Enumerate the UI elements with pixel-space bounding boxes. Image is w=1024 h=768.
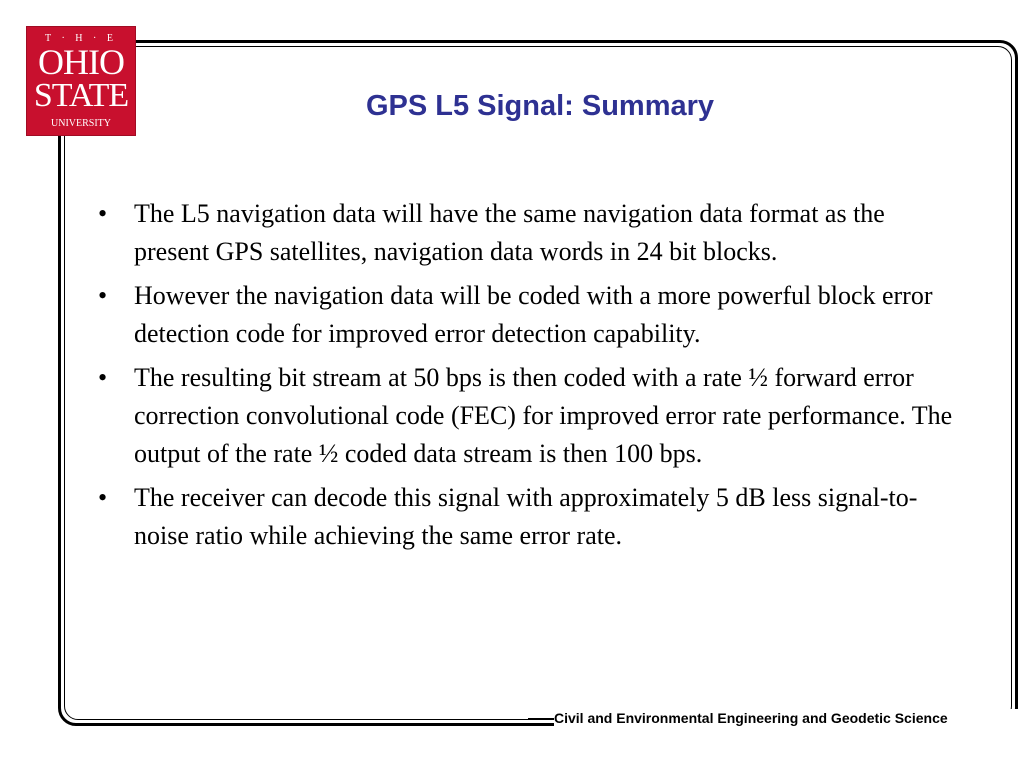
bullet-dot-icon: • xyxy=(98,483,108,512)
bullet-dot-icon: • xyxy=(98,363,108,392)
logo-university-text: UNIVERSITY xyxy=(51,118,111,129)
bullet-item xyxy=(98,359,958,473)
logo-state-text: STATE xyxy=(33,77,129,114)
bullet-item xyxy=(98,195,958,271)
bullet-text: The receiver can decode this signal with approximately 5 dB less signal-to-noise ratio while achieving the same error rate. xyxy=(134,483,918,550)
bullet-item xyxy=(98,479,958,555)
bullet-dot-icon: • xyxy=(98,281,108,310)
bullet-text: The L5 navigation data will have the same navigation data format as the present GPS satellites, navigation data words in 24 bit blocks. xyxy=(134,199,885,266)
bullet-text: However the navigation data will be coded with a more powerful block error detection code for improved error detection capability. xyxy=(134,281,933,348)
slide-title: GPS L5 Signal: Summary xyxy=(365,90,715,122)
logo-the-text: T · H · E xyxy=(45,33,117,44)
bullet-list xyxy=(98,195,958,561)
bullet-item xyxy=(98,277,958,353)
bullet-dot-icon: • xyxy=(98,199,108,228)
bullet-text: The resulting bit stream at 50 bps is then coded with a rate ½ forward error correction convolutional code (FEC) for improved error rate performance. The output of the rate ½ coded data stream is then 100 bps. xyxy=(134,363,953,468)
logo-ohio-text: OHIO xyxy=(38,42,124,82)
footer-department: Civil and Environmental Engineering and Geodetic Science xyxy=(554,709,1024,727)
ohio-state-logo xyxy=(26,26,136,136)
